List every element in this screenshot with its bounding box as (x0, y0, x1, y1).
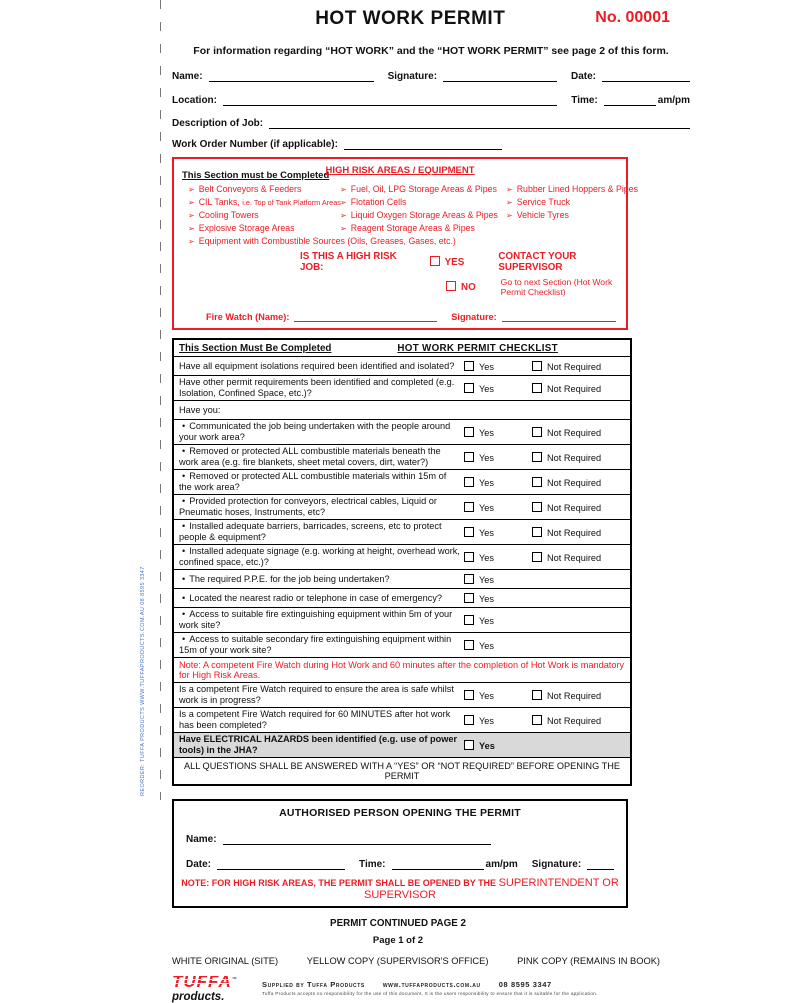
checklist-question: Have you: (179, 404, 221, 415)
checklist-question: • Access to suitable fire extinguishing equipment within 5m of your work site? (179, 609, 453, 630)
yes-label: Yes (479, 715, 494, 726)
fire-watch-name-line[interactable] (294, 311, 437, 322)
not-required-checkbox[interactable] (532, 383, 542, 393)
yes-checkbox[interactable] (464, 383, 474, 393)
checklist-row (174, 708, 630, 733)
yes-label: Yes (479, 527, 494, 538)
not-required-label: Not Required (547, 477, 602, 488)
yes-cell (464, 574, 532, 585)
checklist-row (174, 357, 630, 376)
yes-cell (464, 615, 532, 626)
yes-checkbox[interactable] (464, 552, 474, 562)
high-risk-item: ➢ Vehicle Tyres (506, 210, 569, 220)
not-required-checkbox[interactable] (532, 477, 542, 487)
tuffa-logo-wordmark: TUFFA (172, 972, 232, 991)
supplier-url: www.tuffaproducts.com.au (382, 980, 481, 989)
yes-checkbox[interactable] (464, 740, 474, 750)
time-field-line[interactable] (604, 94, 656, 106)
high-risk-item: ➢ Belt Conveyors & Feeders (188, 184, 302, 194)
high-risk-yes-label: YES (444, 257, 465, 268)
yes-cell (464, 593, 532, 604)
not-required-cell (532, 427, 630, 438)
auth-time-line[interactable] (392, 858, 484, 870)
yes-label: Yes (479, 502, 494, 513)
auth-signature-line[interactable] (587, 858, 614, 870)
yes-label: Yes (479, 452, 494, 463)
permit-number: No. 00001 (595, 9, 670, 26)
checklist-question: • Installed adequate signage (e.g. working at height, overhead work, confined space, etc.)? (179, 546, 460, 567)
yes-cell (464, 452, 532, 463)
arrow-icon: ➢ (506, 185, 513, 194)
high-risk-heading: HIGH RISK AREAS / EQUIPMENT (325, 165, 475, 176)
checklist-question: • Removed or protected ALL combustible materials beneath the work area (e.g. fire blankets, sheet metal covers, dirt, water?) (179, 446, 441, 467)
checklist-row (174, 733, 630, 758)
high-risk-yes-checkbox[interactable] (430, 256, 440, 266)
yes-label: Yes (479, 427, 494, 438)
not-required-cell (532, 527, 630, 538)
not-required-cell (532, 502, 630, 513)
yes-checkbox[interactable] (464, 574, 474, 584)
arrow-icon: ➢ (506, 211, 513, 220)
pink-copy-label: PINK COPY (REMAINS IN BOOK) (517, 956, 660, 966)
high-risk-item: ➢ CIL Tanks, i.e. Top of Tank Platform Areas (188, 197, 341, 207)
not-required-cell (532, 477, 630, 488)
signature-field-line[interactable] (443, 70, 557, 82)
supplier-phone: 08 8595 3347 (498, 980, 552, 989)
trademark-symbol: ™ (231, 976, 237, 983)
checklist-question: • Installed adequate barriers, barricades, screens, etc to protect people & equipment? (179, 521, 442, 542)
checklist-question: Have other permit requirements been identified and completed (e.g. Isolation, Confined Space, etc.)? (179, 377, 455, 398)
not-required-label: Not Required (547, 690, 602, 701)
not-required-label: Not Required (547, 452, 602, 463)
high-risk-section (172, 157, 638, 330)
arrow-icon: ➢ (340, 198, 347, 207)
perforation-line (160, 0, 161, 800)
not-required-cell (532, 361, 630, 372)
yes-cell (464, 527, 532, 538)
yes-checkbox[interactable] (464, 452, 474, 462)
auth-date-line[interactable] (217, 858, 345, 870)
page-number: Page 1 of 2 (372, 935, 424, 946)
auth-signature-label: Signature: (531, 859, 582, 870)
not-required-label: Not Required (547, 427, 602, 438)
name-label: Name: (172, 71, 203, 82)
high-risk-column-2 (340, 183, 506, 248)
contact-supervisor-text: CONTACT YOUR SUPERVISOR (498, 251, 577, 273)
high-risk-item: ➢ Flotation Cells (340, 197, 407, 207)
checklist-question: • The required P.P.E. for the job being undertaken? (182, 573, 390, 584)
high-risk-item: ➢ Explosive Storage Areas (188, 223, 295, 233)
checklist-row (174, 401, 630, 420)
checklist-row (174, 520, 630, 545)
not-required-cell (532, 383, 630, 394)
authorised-person-section (172, 799, 628, 908)
yes-cell (464, 740, 532, 751)
authorised-title: AUTHORISED PERSON OPENING THE PERMIT (279, 807, 521, 819)
arrow-icon: ➢ (188, 211, 195, 220)
not-required-checkbox[interactable] (532, 552, 542, 562)
fire-watch-signature-line[interactable] (502, 311, 616, 322)
checklist-row (174, 376, 630, 401)
yes-cell (464, 640, 532, 651)
auth-date-label: Date: (186, 859, 212, 870)
yes-label: Yes (479, 552, 494, 563)
high-risk-column-3 (506, 183, 638, 248)
checklist-heading: HOT WORK PERMIT CHECKLIST (397, 342, 558, 354)
yes-label: Yes (479, 477, 494, 488)
not-required-label: Not Required (547, 361, 602, 372)
auth-note-emphasis: SUPERINTENDENT OR SUPERVISOR (364, 877, 619, 901)
not-required-checkbox[interactable] (532, 690, 542, 700)
checklist-question: • Provided protection for conveyors, electrical cables, Liquid or Pneumatic hoses, Instruments, etc? (179, 496, 437, 517)
info-line: For information regarding “HOT WORK” and the “HOT WORK PERMIT” see page 2 of this form. (193, 45, 669, 57)
arrow-icon: ➢ (188, 224, 195, 233)
auth-time-label: Time: (359, 859, 386, 870)
work-order-label: Work Order Number (if applicable): (172, 139, 338, 150)
checklist-row (174, 683, 630, 708)
yes-cell (464, 715, 532, 726)
date-label: Date: (570, 71, 596, 82)
arrow-icon: ➢ (340, 211, 347, 220)
tuffa-logo (172, 974, 258, 1003)
high-risk-item: ➢ Fuel, Oil, LPG Storage Areas & Pipes (340, 184, 497, 194)
checklist-question: Have ELECTRICAL HAZARDS been identified (e.g. use of power tools) in the JHA? (179, 734, 458, 755)
high-risk-no-label: NO (461, 282, 476, 293)
tuffa-logo-products: products. (172, 991, 225, 1003)
not-required-checkbox[interactable] (532, 361, 542, 371)
supplier-line: Supplied by Tuffa Products www.tuffaproducts.com.au 08 8595 3347 (262, 980, 552, 989)
yes-cell (464, 361, 532, 372)
location-field-line[interactable] (223, 94, 557, 106)
checklist-row (174, 420, 630, 445)
not-required-label: Not Required (547, 527, 602, 538)
checklist-section (172, 338, 632, 786)
checklist-question: • Access to suitable secondary fire extinguishing equipment within 15m of your work site? (179, 634, 452, 655)
checklist-question: • Removed or protected ALL combustible materials within 15m of the work area? (179, 471, 447, 492)
high-risk-item: ➢ Service Truck (506, 197, 570, 207)
yes-label: Yes (479, 640, 494, 651)
high-risk-no-checkbox[interactable] (446, 281, 456, 291)
high-risk-item: ➢ Cooling Towers (188, 210, 259, 220)
yellow-copy-label: YELLOW COPY (SUPERVISOR'S OFFICE) (306, 956, 489, 966)
checklist-row (174, 570, 630, 589)
high-risk-item: ➢ Rubber Lined Hoppers & Pipes (506, 184, 638, 194)
ampm-label: am/pm (657, 95, 690, 106)
high-risk-item: ➢ Reagent Storage Areas & Pipes (340, 223, 475, 233)
checklist-question: Is a competent Fire Watch required for 60 MINUTES after hot work has been completed? (179, 709, 451, 730)
date-field-line[interactable] (602, 70, 690, 82)
arrow-icon: ➢ (188, 185, 195, 194)
checklist-row (174, 633, 630, 658)
checklist-question: • Located the nearest radio or telephone in case of emergency? (182, 592, 443, 603)
permit-continued-text: PERMIT CONTINUED PAGE 2 (330, 918, 466, 929)
description-label: Description of Job: (172, 118, 264, 129)
not-required-cell (532, 452, 630, 463)
time-label: Time: (571, 95, 598, 106)
yes-checkbox[interactable] (464, 640, 474, 650)
yes-label: Yes (479, 740, 495, 751)
not-required-checkbox[interactable] (532, 715, 542, 725)
yes-checkbox[interactable] (464, 715, 474, 725)
high-risk-item: ➢ Liquid Oxygen Storage Areas & Pipes (340, 210, 498, 220)
yes-label: Yes (479, 615, 494, 626)
description-field-line[interactable] (269, 117, 690, 129)
arrow-icon: ➢ (340, 185, 347, 194)
not-required-cell (532, 552, 630, 563)
yes-cell (464, 477, 532, 488)
yes-checkbox[interactable] (464, 427, 474, 437)
arrow-icon: ➢ (188, 198, 195, 207)
checklist-row (174, 495, 630, 520)
yes-label: Yes (479, 574, 494, 585)
high-risk-must-complete: This Section must be Completed (182, 170, 330, 181)
yes-label: Yes (479, 383, 494, 394)
fire-watch-name-label: Fire Watch (Name): (206, 312, 290, 322)
checklist-row (174, 470, 630, 495)
not-required-label: Not Required (547, 502, 602, 513)
yes-checkbox[interactable] (464, 527, 474, 537)
white-copy-label: WHITE ORIGINAL (SITE) (172, 956, 279, 966)
supplier-disclaimer: Tuffa Products accepts no responsibility for the use of this document. It is the users responsibility to ensure that it is suitable for the application. (262, 991, 598, 996)
checklist-row: Note: A competent Fire Watch during Hot Work and 60 minutes after the completion of Hot Work is mandatory for High Risk Areas. (174, 658, 630, 683)
not-required-checkbox[interactable] (532, 527, 542, 537)
checklist-row (174, 545, 630, 570)
checklist-row (174, 608, 630, 633)
name-field-line[interactable] (209, 70, 374, 82)
goto-next-section-text: Go to next Section (Hot Work Permit Checklist) (500, 277, 613, 297)
checklist-row (174, 445, 630, 470)
high-risk-question: IS THIS A HIGH RISK JOB: (300, 251, 397, 273)
yes-cell (464, 690, 532, 701)
yes-label: Yes (479, 690, 494, 701)
signature-label: Signature: (387, 71, 438, 82)
not-required-cell (532, 690, 630, 701)
high-risk-item: ➢ Equipment with Combustible Sources (Oils, Greases, Gases, etc.) (188, 236, 456, 246)
auth-ampm-label: am/pm (485, 859, 518, 870)
auth-note: NOTE: FOR HIGH RISK AREAS, THE PERMIT SHALL BE OPENED BY THE SUPERINTENDENT OR SUPERVISOR (181, 877, 619, 901)
yes-checkbox[interactable] (464, 690, 474, 700)
arrow-icon: ➢ (506, 198, 513, 207)
yes-label: Yes (479, 593, 494, 604)
yes-checkbox[interactable] (464, 502, 474, 512)
yes-label: Yes (479, 361, 494, 372)
checklist-question: Have all equipment isolations required been identified and isolated? (179, 360, 455, 371)
reorder-side-text: REORDER: TUFFA PRODUCTS WWW.TUFFAPRODUCTS.COM.AU 08 8595 3347 (140, 566, 146, 796)
auth-name-label: Name: (186, 834, 217, 845)
not-required-checkbox[interactable] (532, 452, 542, 462)
page-title: HOT WORK PERMIT (315, 8, 506, 29)
location-label: Location: (172, 95, 217, 106)
yes-checkbox[interactable] (464, 615, 474, 625)
not-required-checkbox[interactable] (532, 502, 542, 512)
fire-watch-signature-label: Signature: (451, 312, 497, 322)
yes-cell (464, 502, 532, 513)
yes-cell (464, 552, 532, 563)
yes-cell (464, 427, 532, 438)
not-required-label: Not Required (547, 715, 602, 726)
not-required-label: Not Required (547, 383, 602, 394)
arrow-icon: ➢ (340, 224, 347, 233)
not-required-label: Not Required (547, 552, 602, 563)
yes-checkbox[interactable] (464, 477, 474, 487)
work-order-field-line[interactable] (344, 138, 502, 150)
not-required-checkbox[interactable] (532, 427, 542, 437)
yes-checkbox[interactable] (464, 593, 474, 603)
yes-checkbox[interactable] (464, 361, 474, 371)
checklist-row: ALL QUESTIONS SHALL BE ANSWERED WITH A “YES” OR “NOT REQUIRED” BEFORE OPENING THE PERMIT (184, 761, 620, 781)
checklist-row (174, 589, 630, 608)
not-required-cell (532, 715, 630, 726)
checklist-question: • Communicated the job being undertaken with the people around your work area? (179, 421, 451, 442)
auth-name-line[interactable] (223, 833, 491, 845)
yes-cell (464, 383, 532, 394)
checklist-question: Is a competent Fire Watch required to ensure the area is safe whilst work is in progress? (179, 684, 454, 705)
checklist-must-complete: This Section Must Be Completed (179, 342, 332, 354)
arrow-icon: ➢ (188, 237, 195, 246)
